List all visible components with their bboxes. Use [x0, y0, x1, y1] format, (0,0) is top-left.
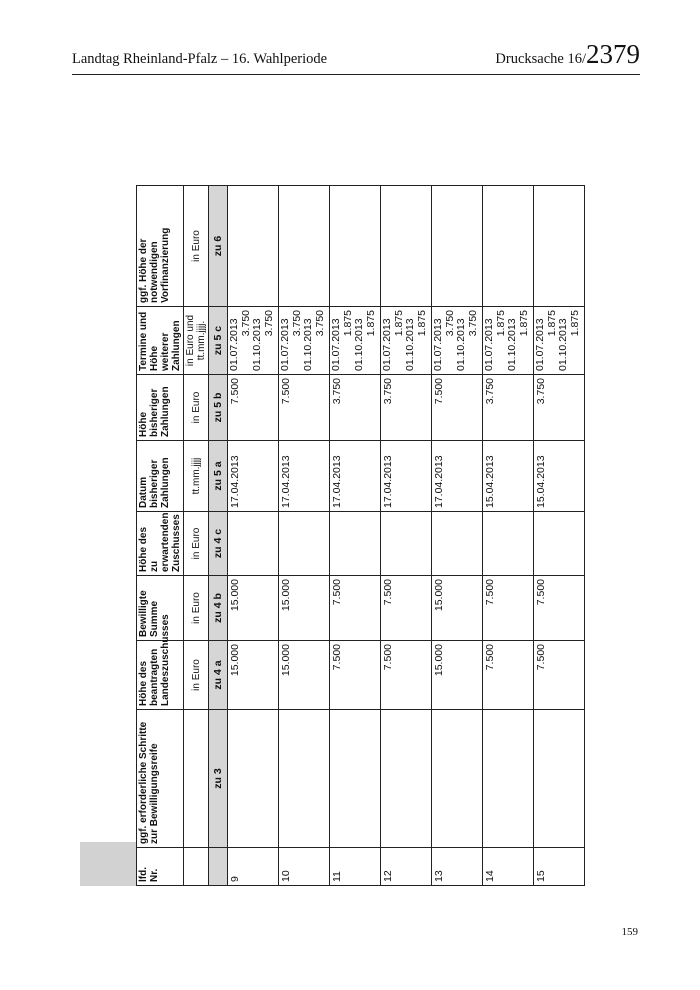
further-payment-amount: 3.750: [313, 310, 326, 337]
column-header-row: [137, 186, 184, 886]
further-payment-date: 01.07.2013: [483, 318, 495, 371]
table-row: [330, 186, 381, 886]
further-payments-cell: [534, 307, 585, 375]
requested-amount-cell: 15.000: [279, 641, 330, 710]
unit-cell: tt.mm.jjjj: [184, 441, 209, 512]
payment-date-cell: 17.04.2013: [381, 441, 432, 512]
page-number: 159: [621, 926, 638, 938]
further-payment-date: 01.10.2013: [455, 318, 467, 371]
expected-grant-cell: [228, 512, 279, 576]
table-row: [483, 186, 534, 886]
further-payment-amount: 1.875: [341, 310, 354, 337]
unit-cell: in Euro: [184, 641, 209, 710]
payment-amount-cell: 7.500: [228, 375, 279, 441]
table-row: [534, 186, 585, 886]
payment-amount-cell: 3.750: [534, 375, 585, 441]
further-payments-cell: [228, 307, 279, 375]
further-payment-amount: 1.875: [494, 310, 507, 337]
funding-table: [136, 185, 585, 886]
further-payment-amount: 1.875: [364, 310, 377, 337]
reference-cell: [209, 848, 228, 886]
payment-amount-cell: 3.750: [483, 375, 534, 441]
column-header: lfd. Nr.: [137, 848, 184, 886]
reference-cell: zu 4 b: [209, 576, 228, 641]
reference-cell: zu 5 b: [209, 375, 228, 441]
unit-cell: in Euro und tt.mm.jjjj.: [184, 307, 209, 375]
further-payment-amount: 1.875: [568, 310, 581, 337]
reference-cell: zu 5 a: [209, 441, 228, 512]
expected-grant-cell: [483, 512, 534, 576]
document-reference: [495, 39, 640, 70]
prefinancing-cell: [381, 186, 432, 307]
steps-cell: [228, 710, 279, 848]
row-number-cell: 9: [228, 848, 279, 886]
payment-date-cell: 17.04.2013: [330, 441, 381, 512]
rotated-table-container: [136, 186, 585, 886]
unit-cell: in Euro: [184, 576, 209, 641]
requested-amount-cell: 7.500: [534, 641, 585, 710]
further-payments-cell: [432, 307, 483, 375]
prefinancing-cell: [483, 186, 534, 307]
column-header: Höhe des beantragten Landeszuschusses: [137, 641, 184, 710]
further-payment-date: 01.07.2013: [279, 318, 291, 371]
requested-amount-cell: 15.000: [432, 641, 483, 710]
row-number-cell: 14: [483, 848, 534, 886]
expected-grant-cell: [381, 512, 432, 576]
requested-amount-cell: 7.500: [381, 641, 432, 710]
further-payment-date: 01.10.2013: [506, 318, 518, 371]
steps-cell: [330, 710, 381, 848]
further-payment-amount: 1.875: [545, 310, 558, 337]
payment-date-cell: 17.04.2013: [228, 441, 279, 512]
payment-amount-cell: 3.750: [381, 375, 432, 441]
further-payments-cell: [279, 307, 330, 375]
row-number-cell: 13: [432, 848, 483, 886]
column-header: ggf. erforderliche Schritte zur Bewilligungsreife: [137, 710, 184, 848]
approved-amount-cell: 7.500: [381, 576, 432, 641]
further-payment-amount: 3.750: [443, 310, 456, 337]
unit-cell: in Euro: [184, 375, 209, 441]
column-header: ggf. Höhe der notwendigen Vorfinanzierung: [137, 186, 184, 307]
further-payment-date: 01.07.2013: [330, 318, 342, 371]
requested-amount-cell: 7.500: [330, 641, 381, 710]
row-number-cell: 15: [534, 848, 585, 886]
further-payments-cell: [483, 307, 534, 375]
expected-grant-cell: [279, 512, 330, 576]
page-header: [72, 40, 640, 75]
reference-cell: zu 4 c: [209, 512, 228, 576]
approved-amount-cell: 7.500: [534, 576, 585, 641]
prefinancing-cell: [432, 186, 483, 307]
requested-amount-cell: 7.500: [483, 641, 534, 710]
payment-amount-cell: 3.750: [330, 375, 381, 441]
payment-date-cell: 17.04.2013: [432, 441, 483, 512]
further-payment-date: 01.10.2013: [302, 318, 314, 371]
further-payment-date: 01.07.2013: [534, 318, 546, 371]
approved-amount-cell: 15.000: [228, 576, 279, 641]
requested-amount-cell: 15.000: [228, 641, 279, 710]
further-payment-amount: 3.750: [262, 310, 275, 337]
gray-marker-box: [80, 842, 136, 886]
column-header: Datum bisheriger Zahlungen: [137, 441, 184, 512]
table-row: [279, 186, 330, 886]
column-header: Termine und Höhe weiterer Zahlungen: [137, 307, 184, 375]
payment-amount-cell: 7.500: [279, 375, 330, 441]
payment-date-cell: 15.04.2013: [534, 441, 585, 512]
reference-row: [209, 186, 228, 886]
further-payment-date: 01.07.2013: [381, 318, 393, 371]
prefinancing-cell: [534, 186, 585, 307]
table-row: [381, 186, 432, 886]
unit-cell: [184, 848, 209, 886]
steps-cell: [279, 710, 330, 848]
document-prefix: Drucksache 16/: [495, 51, 586, 67]
unit-cell: [184, 710, 209, 848]
steps-cell: [483, 710, 534, 848]
steps-cell: [534, 710, 585, 848]
further-payment-date: 01.07.2013: [228, 318, 240, 371]
column-header: Höhe bisheriger Zahlungen: [137, 375, 184, 441]
reference-cell: zu 5 c: [209, 307, 228, 375]
expected-grant-cell: [534, 512, 585, 576]
expected-grant-cell: [330, 512, 381, 576]
unit-row: [184, 186, 209, 886]
approved-amount-cell: 15.000: [279, 576, 330, 641]
further-payment-amount: 3.750: [239, 310, 252, 337]
table-row: [432, 186, 483, 886]
payment-date-cell: 15.04.2013: [483, 441, 534, 512]
reference-cell: zu 6: [209, 186, 228, 307]
prefinancing-cell: [330, 186, 381, 307]
further-payment-date: 01.10.2013: [404, 318, 416, 371]
row-number-cell: 10: [279, 848, 330, 886]
further-payment-amount: 3.750: [466, 310, 479, 337]
column-header: Bewilligte Summe: [137, 576, 184, 641]
expected-grant-cell: [432, 512, 483, 576]
further-payment-date: 01.07.2013: [432, 318, 444, 371]
reference-cell: zu 4 a: [209, 641, 228, 710]
further-payment-amount: 1.875: [415, 310, 428, 337]
row-number-cell: 12: [381, 848, 432, 886]
approved-amount-cell: 7.500: [330, 576, 381, 641]
steps-cell: [432, 710, 483, 848]
prefinancing-cell: [279, 186, 330, 307]
further-payment-date: 01.10.2013: [251, 318, 263, 371]
document-number: 2379: [586, 39, 640, 69]
payment-date-cell: 17.04.2013: [279, 441, 330, 512]
further-payments-cell: [330, 307, 381, 375]
further-payment-amount: 1.875: [392, 310, 405, 337]
further-payment-amount: 3.750: [290, 310, 303, 337]
unit-cell: in Euro: [184, 186, 209, 307]
further-payment-amount: 1.875: [517, 310, 530, 337]
approved-amount-cell: 7.500: [483, 576, 534, 641]
further-payment-date: 01.10.2013: [557, 318, 569, 371]
steps-cell: [381, 710, 432, 848]
row-number-cell: 11: [330, 848, 381, 886]
further-payments-cell: [381, 307, 432, 375]
prefinancing-cell: [228, 186, 279, 307]
table-row: [228, 186, 279, 886]
approved-amount-cell: 15.000: [432, 576, 483, 641]
unit-cell: in Euro: [184, 512, 209, 576]
column-header: Höhe des zu erwartenden Zuschusses: [137, 512, 184, 576]
header-title: Landtag Rheinland-Pfalz – 16. Wahlperiode: [72, 51, 328, 67]
payment-amount-cell: 7.500: [432, 375, 483, 441]
reference-cell: zu 3: [209, 710, 228, 848]
further-payment-date: 01.10.2013: [353, 318, 365, 371]
